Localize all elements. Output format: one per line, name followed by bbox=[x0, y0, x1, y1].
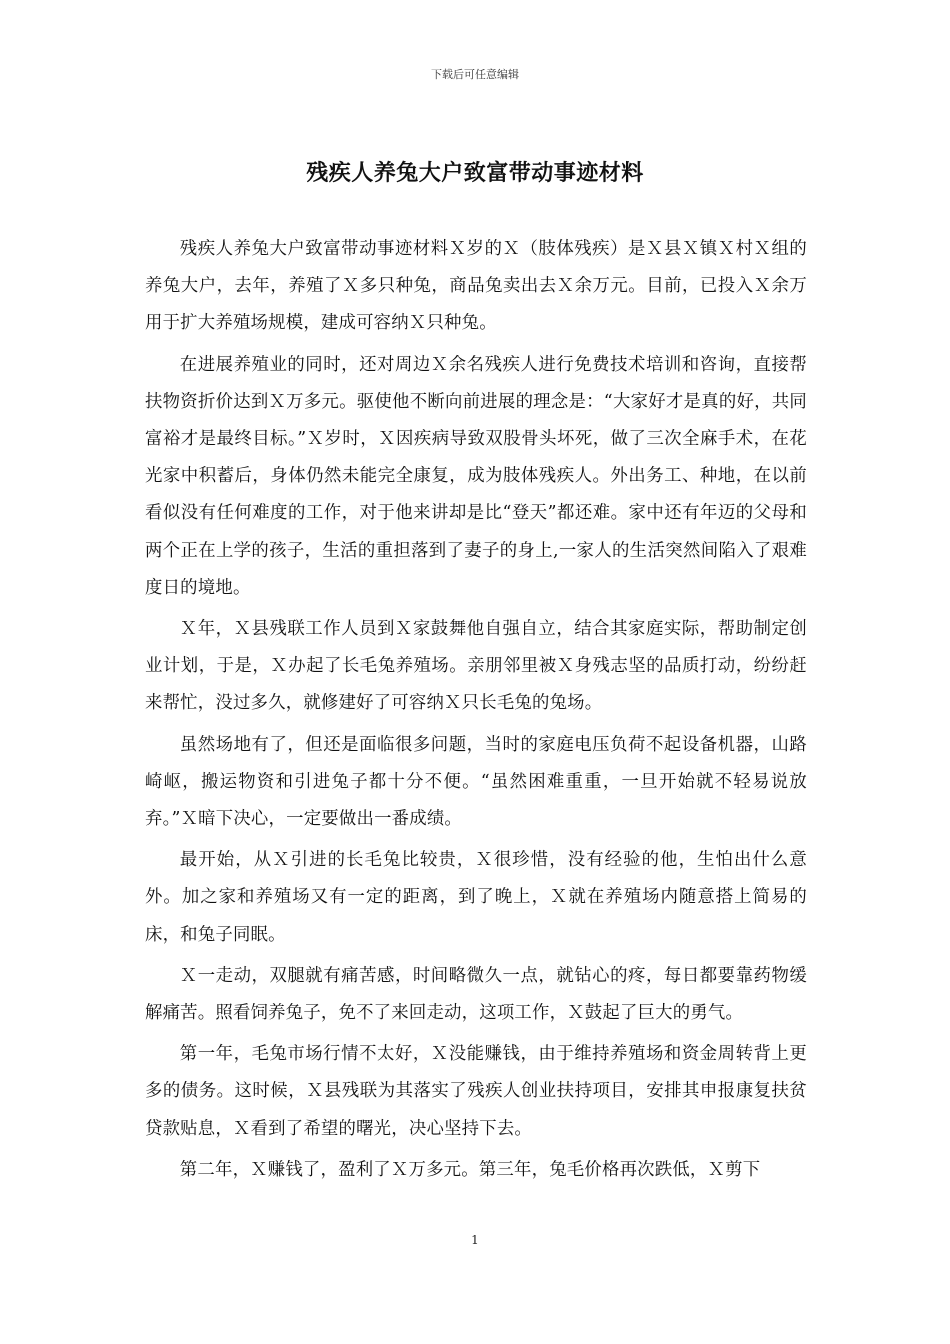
paragraph: Ｘ年，Ｘ县残联工作人员到Ｘ家鼓舞他自强自立，结合其家庭实际，帮助制定创业计划，于是，Ｘ办起了长毛兔养殖场。亲朋邻里被Ｘ身残志坚的品质打动，纷纷赶来帮忙，没过多久，就修建好了可容纳Ｘ只长毛兔的兔场。 bbox=[145, 619, 807, 714]
header-note: 下载后可任意编辑 bbox=[431, 68, 519, 81]
page-number: 1 bbox=[471, 1233, 479, 1247]
paragraph: 在进展养殖业的同时，还对周边Ｘ余名残疾人进行免费技术培训和咨询，直接帮扶物资折价达到Ｘ万多元。驱使他不断向前进展的理念是：“大家好才是真的好，共同富裕才是最终目标。”Ｘ岁时，Ｘ因疾病导致双股骨头坏死，做了三次全麻手术，在花光家中积蓄后，身体仍然未能完全康复，成为肢体残疾人。外出务工、种地，在以前看似没有任何难度的工作，对于他来讲却是比“登天”都还难。家中还有年迈的父母和两个正在上学的孩子，生活的重担落到了妻子的身上,一家人的生活突然间陷入了艰难度日的境地。 bbox=[145, 354, 807, 598]
paragraph: 最开始，从Ｘ引进的长毛兔比较贵，Ｘ很珍惜，没有经验的他，生怕出什么意外。加之家和养殖场又有一定的距离，到了晚上，Ｘ就在养殖场内随意搭上简易的床，和兔子同眠。 bbox=[145, 850, 807, 945]
paragraph: 第二年，Ｘ赚钱了，盈利了Ｘ万多元。第三年，兔毛价格再次跌低，Ｘ剪下 bbox=[179, 1159, 761, 1180]
paragraph: 虽然场地有了，但还是面临很多问题，当时的家庭电压负荷不起设备机器，山路崎岖，搬运物资和引进兔子都十分不便。“虽然困难重重，一旦开始就不轻易说放弃。”Ｘ暗下决心，一定要做出一番成绩。 bbox=[145, 734, 807, 830]
paragraph: 残疾人养兔大户致富带动事迹材料Ｘ岁的Ｘ（肢体残疾）是Ｘ县Ｘ镇Ｘ村Ｘ组的养兔大户，去年，养殖了Ｘ多只种兔，商品兔卖出去Ｘ余万元。目前，已投入Ｘ余万用于扩大养殖场规模，建成可容纳Ｘ只种兔。 bbox=[145, 239, 807, 334]
paragraph: Ｘ一走动，双腿就有痛苦感，时间略微久一点，就钻心的疼，每日都要靠药物缓解痛苦。照看饲养兔子，免不了来回走动，这项工作，Ｘ鼓起了巨大的勇气。 bbox=[145, 965, 807, 1024]
document-title: 残疾人养兔大户致富带动事迹材料 bbox=[306, 160, 644, 186]
document-body bbox=[145, 231, 807, 1193]
paragraph: 第一年，毛兔市场行情不太好，Ｘ没能赚钱，由于维持养殖场和资金周转背上更多的债务。这时候，Ｘ县残联为其落实了残疾人创业扶持项目，安排其申报康复扶贫贷款贴息，Ｘ看到了希望的曙光，决心坚持下去。 bbox=[145, 1044, 807, 1139]
